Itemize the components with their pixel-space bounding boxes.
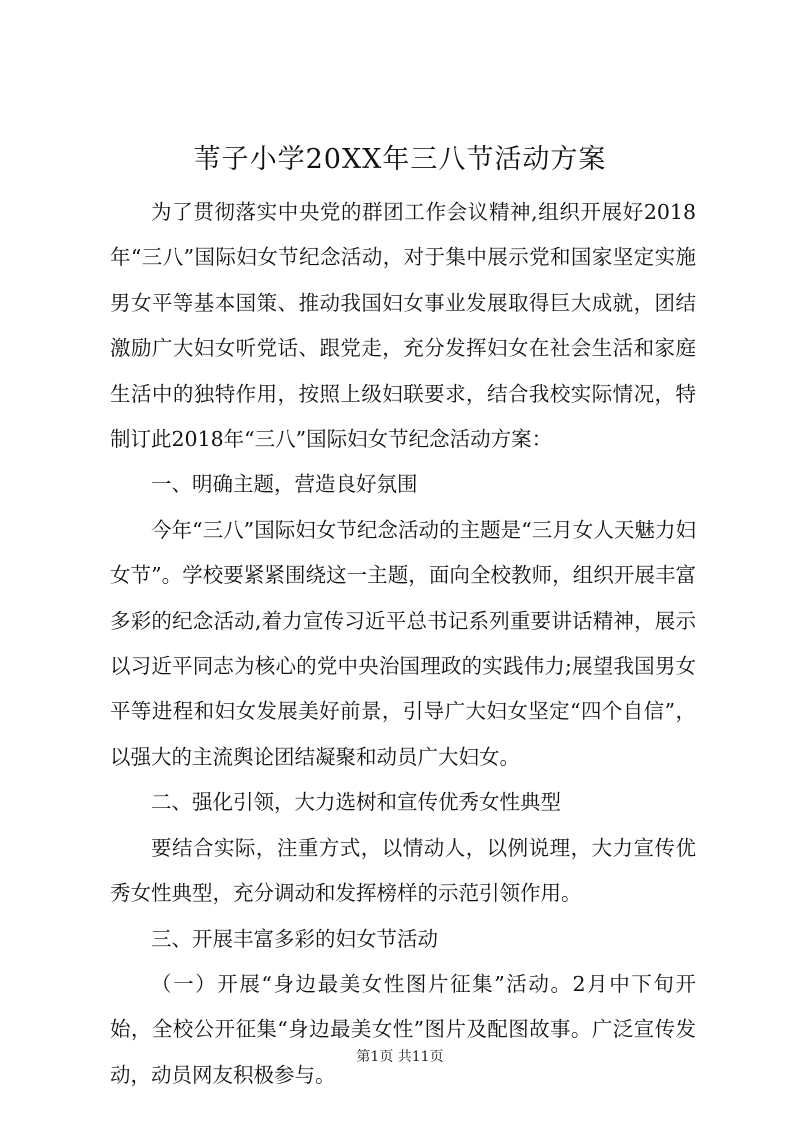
section-paragraph-1: 今年“三八”国际妇女节纪念活动的主题是“三月女人天魅力妇女节”。学校要紧紧围绕这一主题，面向全校教师，组织开展丰富多彩的纪念活动,着力宣传习近平总书记系列重要讲话精神，展示以习近平同志为核心的党中央治国理政的实践伟力;展望我国男女平等进程和妇女发展美好前景，引导广大妇女坚定“四个自信”，以强大的主流舆论团结凝聚和动员广大妇女。 [110,517,696,769]
document-title: 苇子小学20XX年三八节活动方案 [193,144,607,175]
page-number-footer: 第1页 共11页 [356,1049,444,1065]
intro-paragraph: 为了贯彻落实中央党的群团工作会议精神,组织开展好2018年“三八”国际妇女节纪念活动，对于集中展示党和国家坚定实施男女平等基本国策、推动我国妇女事业发展取得巨大成就，团结激励广大妇女听党话、跟党走，充分发挥妇女在社会生活和家庭生活中的独特作用，按照上级妇联要求，结合我校实际情况，特制订此2018年“三八”国际妇女节纪念活动方案： [110,200,696,452]
section-heading-2: 二、强化引领，大力选树和宣传优秀女性典型 [151,790,561,815]
section-heading-3: 三、开展丰富多彩的妇女节活动 [151,926,438,951]
document-body [110,190,696,1098]
section-paragraph-3: （一）开展“身边最美女性图片征集”活动。2月中下旬开始，全校公开征集“身边最美女性”图片及配图故事。广泛宣传发动，动员网友积极参与。 [110,971,696,1087]
section-paragraph-2: 要结合实际，注重方式，以情动人，以例说理，大力宣传优秀女性典型，充分调动和发挥榜样的示范引领作用。 [110,835,696,906]
section-heading-1: 一、明确主题，营造良好氛围 [151,472,418,497]
